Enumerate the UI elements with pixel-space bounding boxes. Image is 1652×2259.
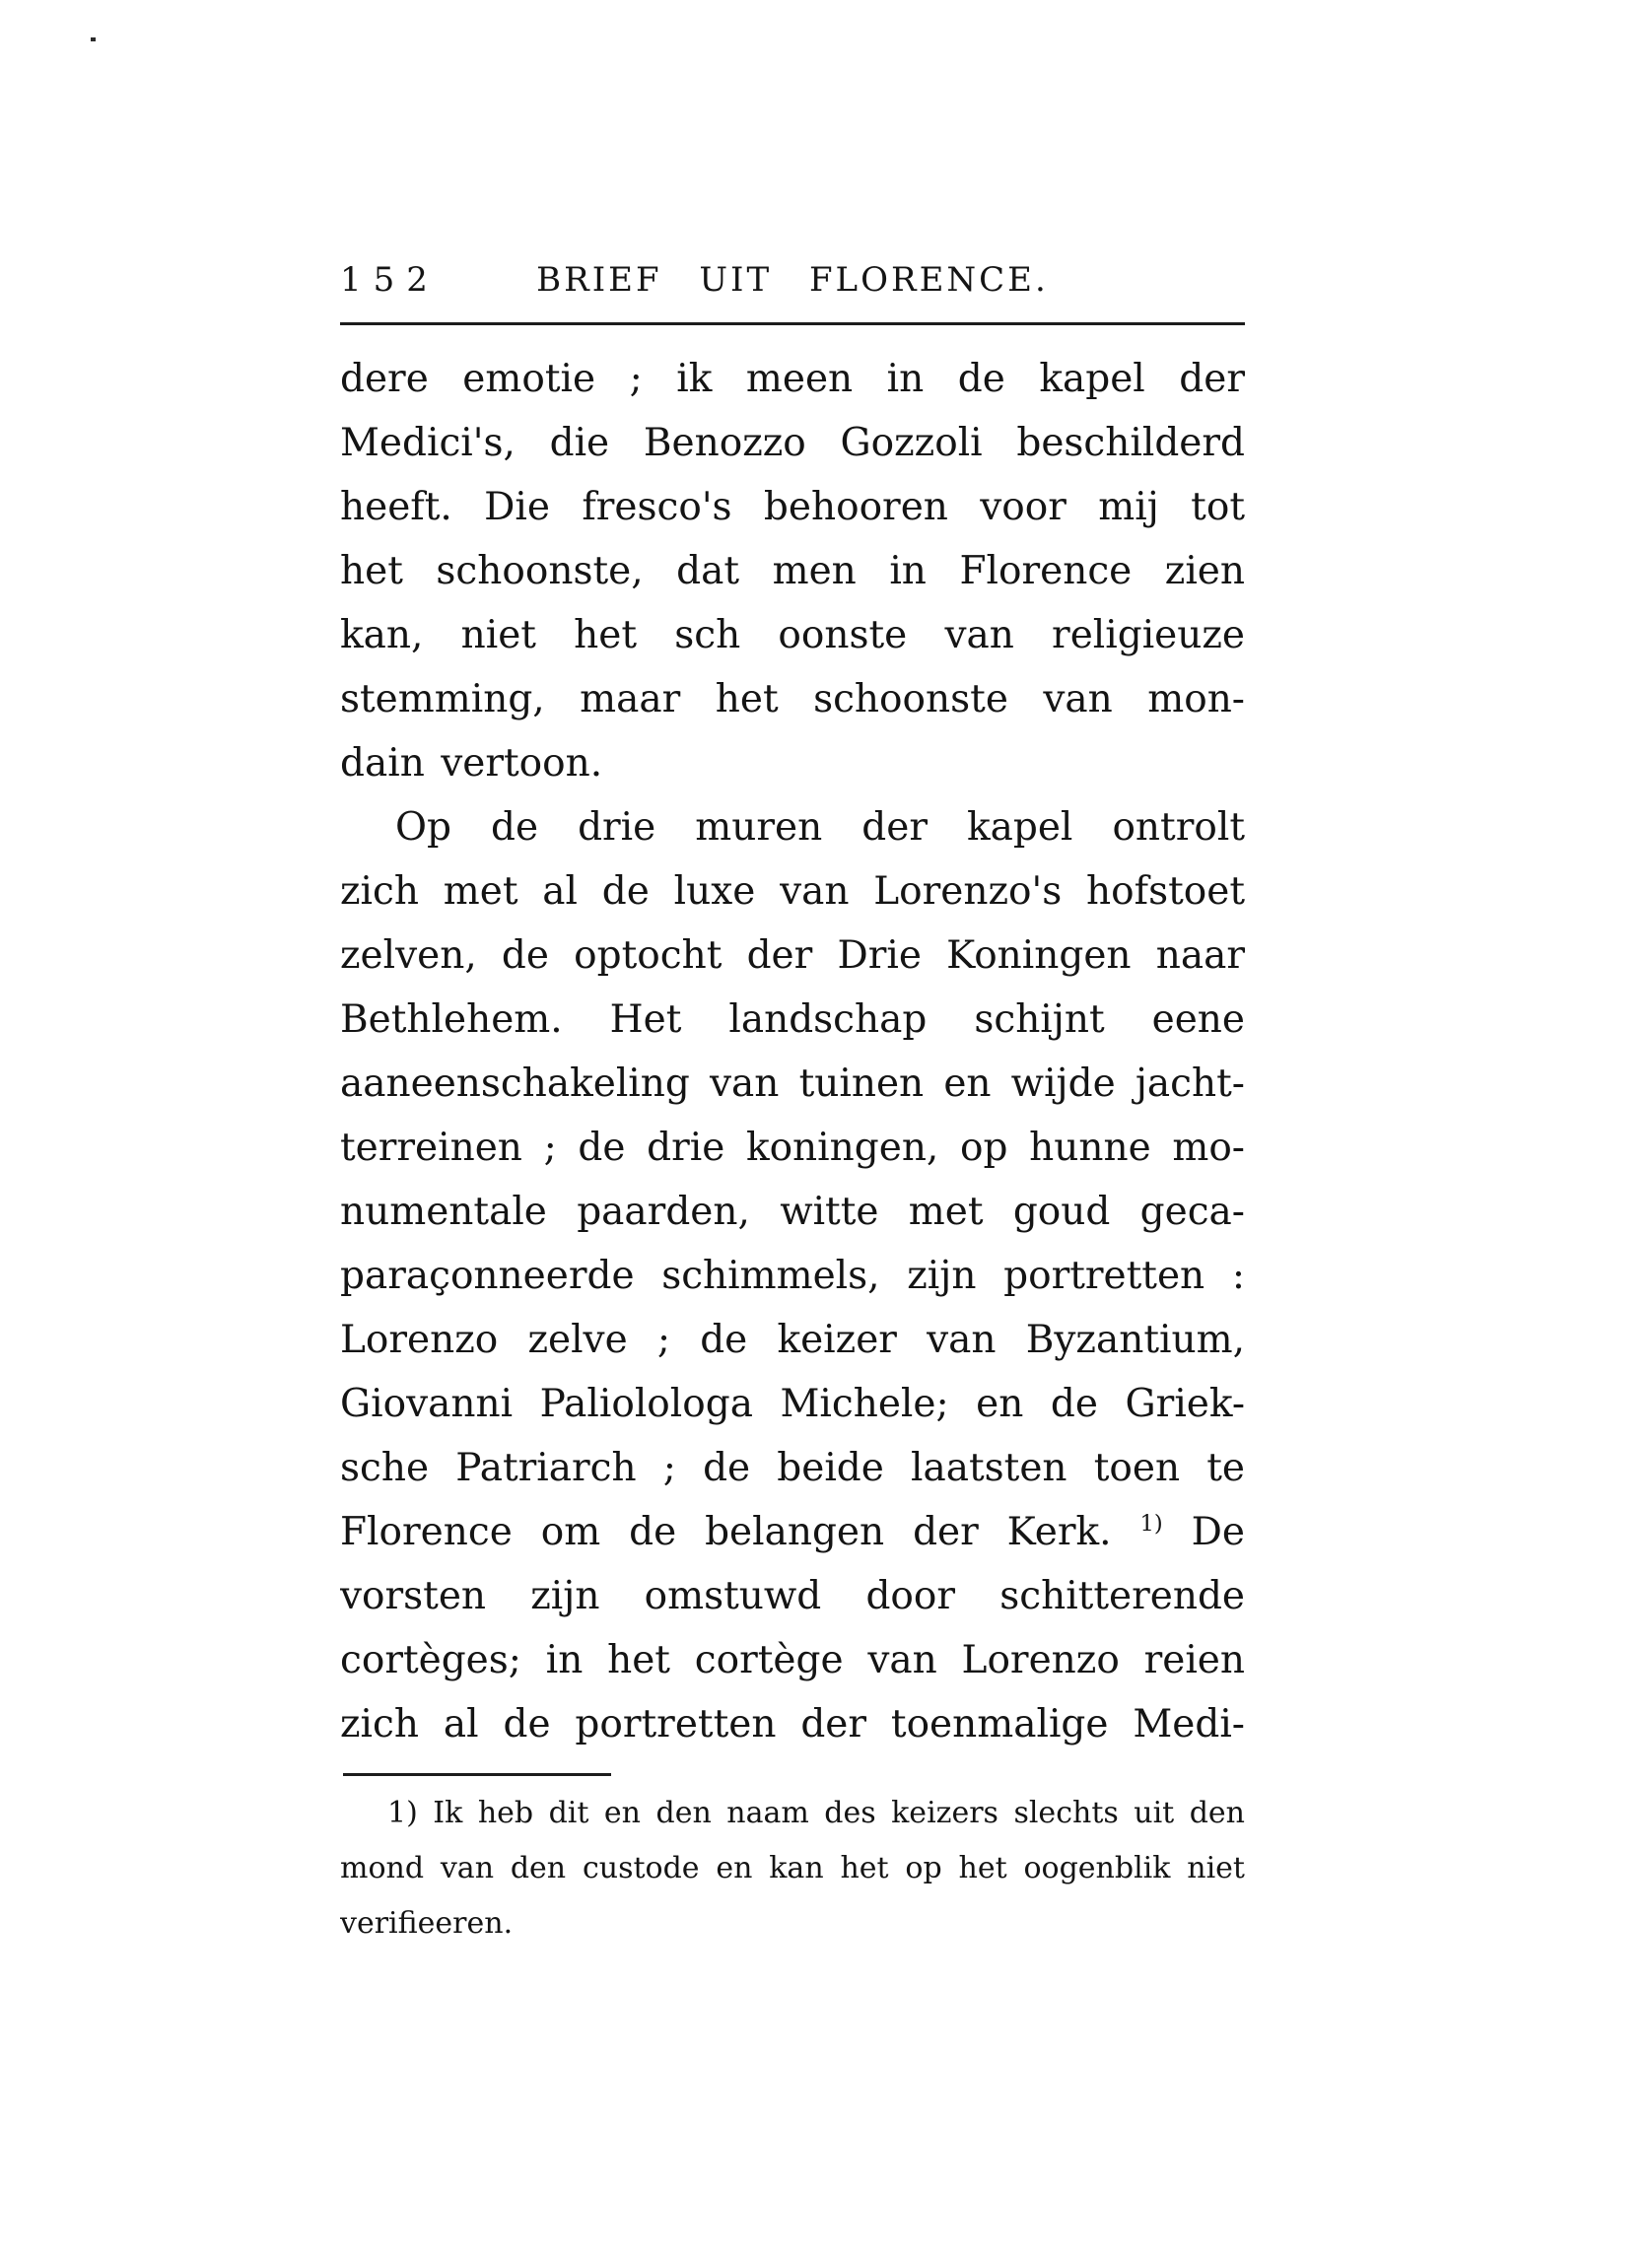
text-line: zich met al de luxe van Lorenzo's hofstoet [340, 869, 1245, 914]
text-line: Lorenzo zelve ; de keizer van Byzantium, [340, 1318, 1245, 1362]
text-line: kan, niet het sch oonste van religieuze [340, 613, 1245, 657]
text-line: stemming, maar het schoonste van mon- [340, 677, 1245, 721]
text-line [340, 1500, 1245, 1564]
footnote-line [340, 1786, 1245, 1841]
text-line: het schoonste, dat men in Florence zien [340, 549, 1245, 593]
text-line: numentale paarden, witte met goud geca- [340, 1190, 1245, 1234]
text-segment: De [1191, 1510, 1245, 1554]
text-line: heeft. Die fresco's behooren voor mij tot [340, 485, 1245, 529]
footnote [340, 1786, 1245, 1951]
scan-artifact-dot [91, 37, 96, 41]
footnote-rule [343, 1773, 611, 1776]
running-title: BRIEF UIT FLORENCE. [536, 260, 1049, 300]
text-segment: Florence om de belangen der Kerk. [340, 1510, 1112, 1554]
page-number: 152 [340, 260, 440, 300]
text-line: zich al de portretten der toenmalige Medi- [340, 1702, 1245, 1746]
text-line: zelven, de optocht der Drie Koningen naar [340, 933, 1245, 978]
text-line paragraph-start: Op de drie muren der kapel ontrolt [395, 805, 1245, 850]
footnote-marker: 1) [387, 1796, 418, 1830]
footnote-reference-marker: 1) [1139, 1511, 1163, 1537]
text-line: dain vertoon. [340, 741, 603, 786]
text-line: terreinen ; de drie koningen, op hunne mo- [340, 1126, 1245, 1170]
header-rule [340, 322, 1245, 325]
footnote-text: Ik heb dit en den naam des keizers slechts uit den [433, 1796, 1245, 1830]
text-line: sche Patriarch ; de beide laatsten toen te [340, 1446, 1245, 1490]
text-line: paraçonneerde schimmels, zijn portretten : [340, 1254, 1245, 1298]
text-line: Medici's, die Benozzo Gozzoli beschilderd [340, 421, 1245, 465]
footnote-line: mond van den custode en kan het op het oogenblik niet [340, 1851, 1245, 1885]
text-line: Giovanni Paliolologa Michele; en de Griek- [340, 1382, 1245, 1426]
text-line: vorsten zijn omstuwd door schitterende [340, 1574, 1245, 1618]
body-text [340, 347, 1245, 1756]
page-header [340, 254, 1245, 306]
text-line: cortèges; in het cortège van Lorenzo reien [340, 1638, 1245, 1682]
text-line: dere emotie ; ik meen in de kapel der [340, 357, 1245, 401]
text-line: aaneenschakeling van tuinen en wijde jacht- [340, 1061, 1245, 1106]
footnote-line: verifieeren. [340, 1906, 514, 1941]
text-line: Bethlehem. Het landschap schijnt eene [340, 997, 1245, 1042]
